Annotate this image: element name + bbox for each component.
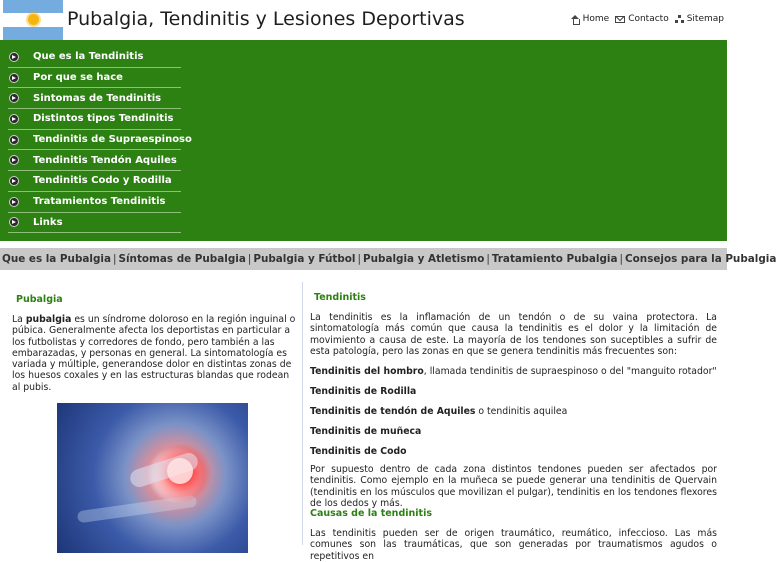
- menu-item-aquiles[interactable]: [8, 150, 181, 171]
- causes-paragraph: Las tendinitis pueden ser de origen traumático, reumático, infeccioso. Las más comunes son las traumáticas, que son generadas por traumatismos agudos o repetitivos en: [310, 528, 717, 562]
- contact-link-label: Contacto: [628, 14, 669, 24]
- top-links: [571, 14, 724, 24]
- site-title: Pubalgia, Tendinitis y Lesiones Deportivas: [67, 8, 465, 30]
- list-item: [310, 446, 407, 457]
- nav-separator: |: [112, 253, 117, 265]
- nav-link-que-es-pubalgia[interactable]: Que es la Pubalgia: [2, 253, 111, 265]
- menu-item-codo-rodilla[interactable]: [8, 171, 181, 192]
- nav-separator: |: [357, 253, 361, 265]
- tendinitis-intro: La tendinitis es la inflamación de un tendón o de su vaina protectora. La sintomatología más común que causa la tendinitis es el dolor y la limitación de movimiento a causa de este. La mayoría de los tendones son suceptibles a sufrir de esta patología, pero las zonas en que se genera tendinitis más frecuentes son:: [310, 312, 717, 357]
- sitemap-link-label: Sitemap: [686, 14, 724, 24]
- arrow-bullet-icon: [9, 52, 19, 62]
- list-item-bold: Tendinitis de Codo: [310, 446, 407, 457]
- pubalgia-nav-bar: [0, 248, 777, 270]
- shoulder-anatomy-image: [57, 403, 248, 553]
- sitemap-icon: [675, 15, 684, 24]
- arrow-bullet-icon: [9, 176, 19, 186]
- side-menu: [8, 47, 192, 233]
- list-item: [310, 426, 421, 437]
- argentina-flag-logo: [3, 0, 63, 40]
- list-item-bold: Tendinitis de Rodilla: [310, 386, 417, 397]
- causes-heading: Causas de la tendinitis: [310, 508, 432, 519]
- nav-link-pubalgia-futbol[interactable]: Pubalgia y Fútbol: [253, 253, 356, 265]
- menu-item-label: Que es la Tendinitis: [33, 51, 144, 63]
- list-item: [310, 386, 416, 397]
- nav-link-pubalgia-atletismo[interactable]: Pubalgia y Atletismo: [363, 253, 485, 265]
- arrow-bullet-icon: [9, 135, 19, 145]
- arrow-bullet-icon: [9, 93, 19, 103]
- menu-item-que-es-tendinitis[interactable]: [8, 47, 181, 68]
- arrow-bullet-icon: [9, 114, 19, 124]
- menu-item-tipos[interactable]: [8, 109, 181, 130]
- arrow-bullet-icon: [9, 217, 19, 227]
- tendinitis-column: [310, 282, 720, 562]
- mail-icon: [615, 16, 625, 23]
- menu-item-label: Por que se hace: [33, 72, 123, 84]
- menu-item-por-que-se-hace[interactable]: [8, 68, 181, 89]
- tendinitis-more-paragraph: Por supuesto dentro de cada zona distintos tendones pueden ser afectados por tendinitis. Como ejemplo en la muñeca se puede generar una tendinitis de Quervain (tendinitis en los músculos que movilizan el pulgar), tendinitis en los tendones flexores de los dedos y más.: [310, 464, 717, 509]
- nav-separator: |: [486, 253, 490, 265]
- arrow-bullet-icon: [9, 73, 19, 83]
- pubalgia-paragraph: [12, 314, 296, 393]
- menu-item-label: Links: [33, 216, 63, 228]
- arrow-bullet-icon: [9, 197, 19, 207]
- nav-link-sintomas-pubalgia[interactable]: Síntomas de Pubalgia: [118, 253, 246, 265]
- list-item: [310, 366, 717, 377]
- text-segment: La: [12, 314, 26, 325]
- list-item-bold: Tendinitis de muñeca: [310, 426, 422, 437]
- pubalgia-column: [0, 280, 300, 545]
- list-item-text: , llamada tendinitis de supraespinoso o del "manguito rotador": [423, 366, 717, 377]
- menu-item-supraespinoso[interactable]: [8, 130, 192, 151]
- nav-link-consejos-pubalgia[interactable]: Consejos para la Pubalgia: [625, 253, 777, 265]
- menu-item-label: Tendinitis Tendón Aquiles: [33, 154, 177, 166]
- nav-separator: |: [619, 253, 624, 265]
- home-link-label: Home: [582, 14, 610, 24]
- nav-link-tratamiento-pubalgia[interactable]: Tratamiento Pubalgia: [491, 253, 618, 265]
- menu-item-links[interactable]: [8, 213, 181, 234]
- sun-icon: [28, 14, 39, 25]
- home-icon: [571, 15, 580, 24]
- list-item-text: o tendinitis aquilea: [475, 406, 568, 417]
- home-link[interactable]: [571, 14, 610, 24]
- column-divider: [302, 282, 303, 545]
- menu-item-sintomas[interactable]: [8, 88, 181, 109]
- tendinitis-heading: Tendinitis: [314, 292, 366, 303]
- arrow-bullet-icon: [9, 155, 19, 165]
- menu-item-label: Sintomas de Tendinitis: [33, 92, 162, 104]
- header: [0, 0, 727, 40]
- menu-item-label: Distintos tipos Tendinitis: [33, 113, 174, 125]
- menu-item-label: Tratamientos Tendinitis: [33, 196, 166, 208]
- menu-item-tratamientos[interactable]: [8, 192, 181, 213]
- sitemap-link[interactable]: [675, 14, 724, 24]
- bone-shape: [167, 458, 193, 484]
- pubalgia-heading: Pubalgia: [16, 294, 63, 305]
- nav-separator: |: [247, 253, 252, 265]
- bold-term: pubalgia: [25, 314, 72, 325]
- menu-item-label: Tendinitis Codo y Rodilla: [33, 175, 172, 187]
- list-item-bold: Tendinitis de tendón de Aquiles: [310, 406, 476, 417]
- text-segment: es un síndrome doloroso en la región inguinal o púbica. Generalmente afecta los deportistas en particular a los futbolistas y corredores de fondo, pero también a las embarazadas, y personas en general. La sintomatología es variada y múltiple, generandose dolor en distintas zonas de los huesos coxales y en las estructuras blandas que rodean al pubis.: [12, 314, 296, 393]
- list-item: [310, 406, 567, 417]
- menu-item-label: Tendinitis de Supraespinoso: [33, 134, 192, 146]
- list-item-bold: Tendinitis del hombro: [310, 366, 424, 377]
- contact-link[interactable]: [615, 14, 669, 24]
